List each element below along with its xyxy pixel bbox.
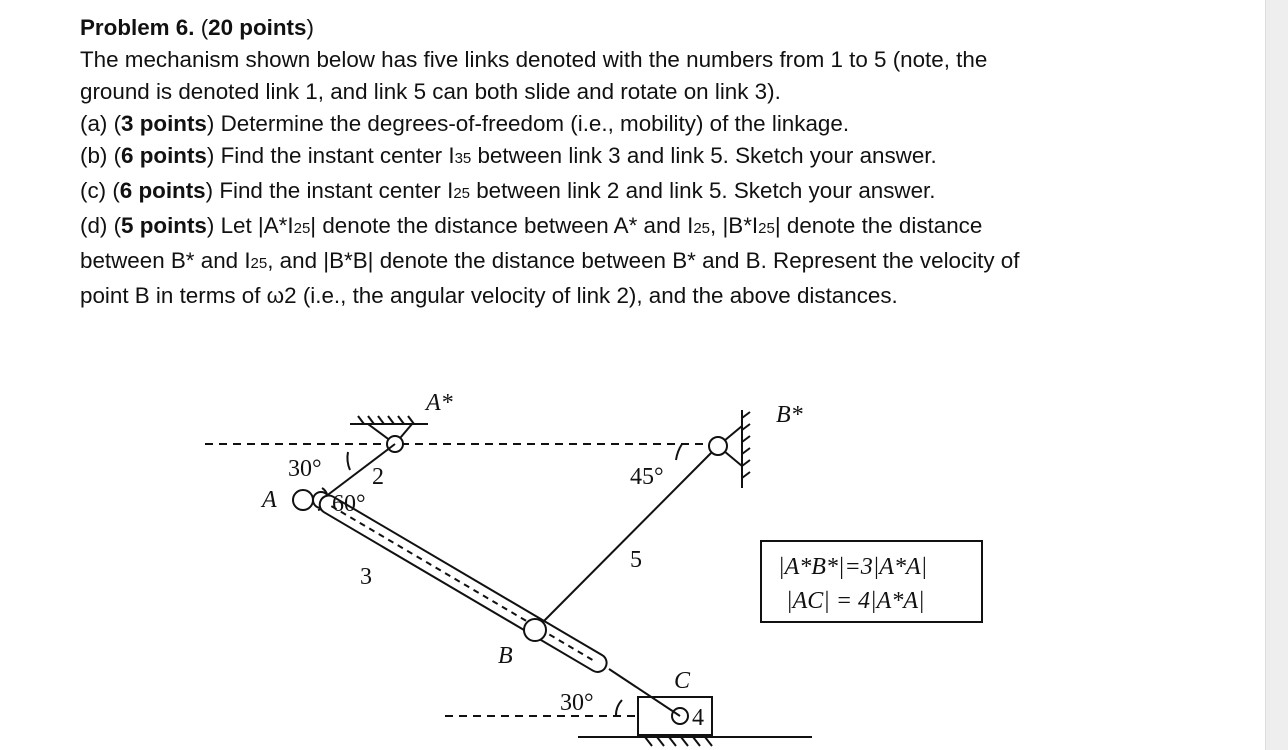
angle-label-30-top: 30°	[288, 456, 322, 482]
ground-support-a-star	[350, 416, 428, 452]
link-5	[535, 446, 718, 630]
part-a: (a) (3 points) Determine the degrees-of-freedom (i.e., mobility) of the linkage.	[80, 111, 850, 136]
part-d-line-1: (d) (5 points) Let |A*I25| denote the distance between A* and I25, |B*I25| denote the distance	[80, 213, 983, 238]
link-label-2: 2	[372, 464, 384, 490]
problem-number: Problem 6.	[80, 15, 195, 40]
angle-label-60: 60°	[332, 491, 366, 517]
label-b-star: B*	[776, 402, 803, 428]
label-a-star: A*	[426, 390, 453, 416]
joint-a-outer	[293, 490, 313, 510]
problem-points: 20 points	[208, 15, 307, 40]
part-d-line-2: between B* and I25, and |B*B| denote the distance between B* and B. Represent the velocity of	[80, 248, 1020, 273]
angle-arc-45	[676, 444, 682, 460]
label-b: B	[498, 643, 513, 669]
label-a: A	[262, 487, 277, 513]
part-b: (b) (6 points) Find the instant center I35 between link 3 and link 5. Sketch your answer.	[80, 143, 937, 168]
label-c: C	[674, 668, 691, 694]
link-label-4: 4	[692, 705, 704, 731]
angle-label-30-bottom: 30°	[560, 690, 594, 716]
part-c: (c) (6 points) Find the instant center I25 between link 2 and link 5. Sketch your answer.	[80, 178, 936, 203]
link-label-5: 5	[630, 547, 642, 573]
joint-b	[524, 619, 546, 641]
link-label-3: 3	[360, 564, 372, 590]
angle-arc-30-bottom	[616, 700, 622, 716]
intro-line-2: ground is denoted link 1, and link 5 can both slide and rotate on link 3).	[80, 79, 781, 104]
angle-arc-30-top	[347, 452, 350, 470]
intro-line-1: The mechanism shown below has five links denoted with the numbers from 1 to 5 (note, the	[80, 47, 988, 72]
relation-line-1: |A*B*|=3|A*A|	[778, 554, 928, 580]
angle-label-45: 45°	[630, 464, 664, 490]
part-d-line-3: point B in terms of ω2 (i.e., the angular velocity of link 2), and the above distances.	[80, 283, 898, 308]
vertical-scrollbar[interactable]	[1265, 0, 1288, 750]
relation-line-2: |AC| = 4|A*A|	[786, 588, 925, 614]
problem-title: Problem 6. (20 points)	[80, 15, 314, 40]
ground-support-b-star	[709, 410, 750, 488]
